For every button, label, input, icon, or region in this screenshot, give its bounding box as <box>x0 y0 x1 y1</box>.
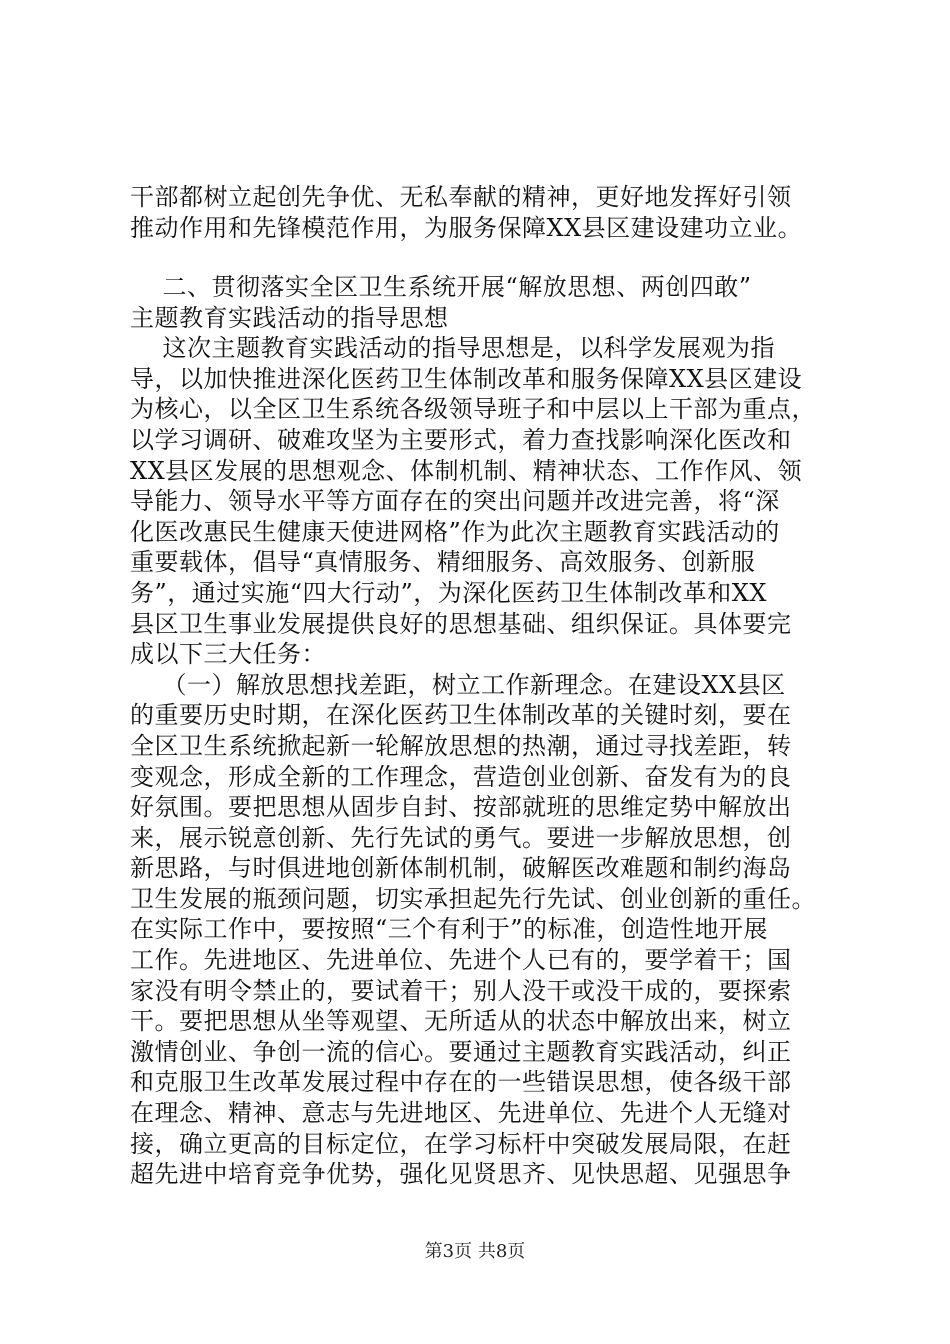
page-footer: 第3页 共8页 <box>424 1241 526 1262</box>
text-line: 的重要历史时期，在深化医药卫生体制改革的关键时刻，要在 <box>130 701 792 730</box>
text-line: 县区卫生事业发展提供良好的思想基础、组织保证。具体要完 <box>130 609 792 638</box>
text-line: 好氛围。要把思想从固步自封、按部就班的思维定势中解放出 <box>130 793 792 822</box>
text-line: 干部都树立起创先争优、无私奉献的精神，更好地发挥好引领 <box>130 183 792 211</box>
text-line: 这次主题教育实践活动的指导思想是，以科学发展观为指 <box>130 334 776 363</box>
text-line: 在实际工作中，要按照“三个有利于”的标准，创造性地开展 <box>130 915 769 944</box>
section-heading-line: 二、贯彻落实全区卫生系统开展“解放思想、两创四敢” <box>130 273 752 301</box>
section-heading-line: 主题教育实践活动的指导思想 <box>130 303 449 332</box>
text-line: 超先进中培育竞争优势，强化见贤思齐、见快思超、见强思争 <box>130 1160 792 1189</box>
text-line: 化医改惠民生健康天使进网格”作为此次主题教育实践活动的 <box>130 517 780 546</box>
text-line: 卫生发展的瓶颈问题，切实承担起先行先试、创业创新的重任。 <box>130 884 816 913</box>
text-line: 为核心，以全区卫生系统各级领导班子和中层以上干部为重点， <box>130 395 816 424</box>
text-line: 导，以加快推进深化医药卫生体制改革和服务保障XX县区建设 <box>130 364 803 393</box>
text-line: 新思路，与时俱进地创新体制机制，破解医改难题和制约海岛 <box>130 854 792 883</box>
text-line: 成以下三大任务： <box>130 640 326 669</box>
text-line: 重要载体，倡导“真情服务、精细服务、高效服务、创新服 <box>130 548 756 577</box>
text-line: 全区卫生系统掀起新一轮解放思想的热潮，通过寻找差距，转 <box>130 731 792 760</box>
text-line: 工作。先进地区、先进单位、先进个人已有的，要学着干；国 <box>130 946 792 975</box>
text-line: （一）解放思想找差距，树立工作新理念。在建设XX县区 <box>130 670 786 699</box>
text-line: 干。要把思想从坐等观望、无所适从的状态中解放出来，树立 <box>130 1007 792 1036</box>
text-line: 家没有明令禁止的，要试着干；别人没干或没干成的，要探索 <box>130 976 792 1005</box>
text-line: 接，确立更高的目标定位，在学习标杆中突破发展局限，在赶 <box>130 1129 792 1158</box>
text-line: 变观念，形成全新的工作理念，营造创业创新、奋发有为的良 <box>130 762 792 791</box>
text-line: 推动作用和先锋模范作用，为服务保障XX县区建设建功立业。 <box>130 213 803 242</box>
text-line: 来，展示锐意创新、先行先试的勇气。要进一步解放思想，创 <box>130 823 792 852</box>
text-line: 导能力、领导水平等方面存在的突出问题并改进完善，将“深 <box>130 487 780 516</box>
text-line: 务”，通过实施“四大行动”，为深化医药卫生体制改革和XX <box>130 578 767 607</box>
text-line: 在理念、精神、意志与先进地区、先进单位、先进个人无缝对 <box>130 1099 792 1128</box>
text-line: XX县区发展的思想观念、体制机制、精神状态、工作作风、领 <box>130 456 803 485</box>
section-guiding-thought <box>130 272 830 1190</box>
text-line: 激情创业、争创一流的信心。要通过主题教育实践活动，纠正 <box>130 1037 792 1066</box>
text-line: 和克服卫生改革发展过程中存在的一些错误思想，使各级干部 <box>130 1068 792 1097</box>
text-line: 以学习调研、破难攻坚为主要形式，着力查找影响深化医改和 <box>130 425 792 454</box>
paragraph-continuation <box>130 182 830 243</box>
